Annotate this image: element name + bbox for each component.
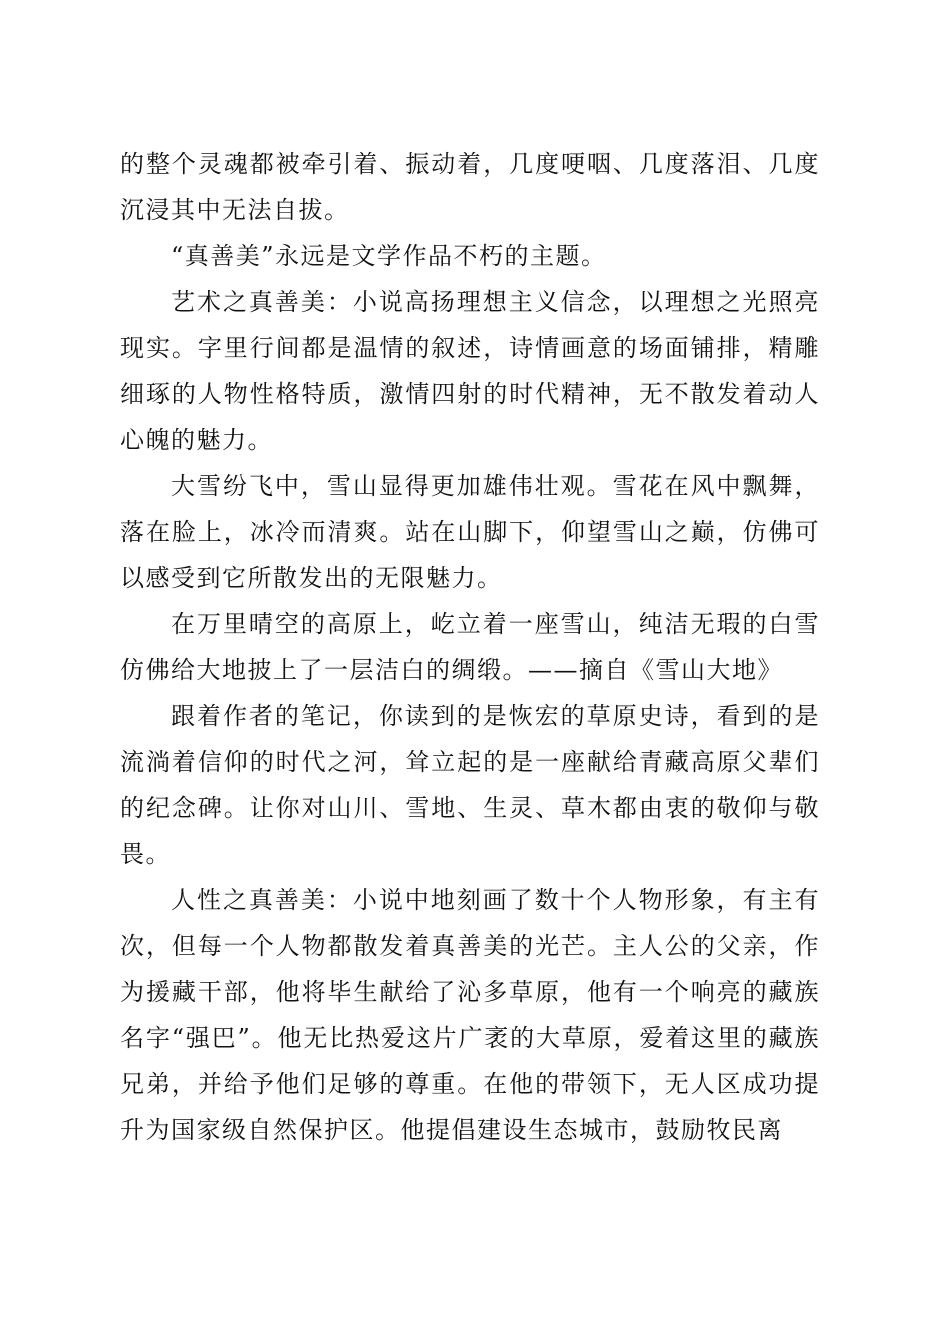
document-body <box>120 141 820 1153</box>
paragraph-7: 人性之真善美：小说中地刻画了数十个人物形象，有主有次，但每一个人物都散发着真善美的光芒。主人公的父亲，作为援藏干部，他将毕生献给了沁多草原，他有一个响亮的藏族名字“强巴”。他无比热爱这片广袤的大草原，爱着这里的藏族兄弟，并给予他们足够的尊重。在他的带领下，无人区成功提升为国家级自然保护区。他提倡建设生态城市，鼓励牧民离 <box>120 886 820 1144</box>
paragraph-3: 艺术之真善美：小说高扬理想主义信念，以理想之光照亮现实。字里行间都是温情的叙述，诗情画意的场面铺排，精雕细琢的人物性格特质，激情四射的时代精神，无不散发着动人心魄的魅力。 <box>120 288 820 454</box>
paragraph-2: “真善美”永远是文学作品不朽的主题。 <box>171 242 607 270</box>
paragraph-1: 的整个灵魂都被牵引着、振动着，几度哽咽、几度落泪、几度沉浸其中无法自拔。 <box>120 150 820 224</box>
paragraph-6: 跟着作者的笔记，你读到的是恢宏的草原史诗，看到的是流淌着信仰的时代之河，耸立起的是一座献给青藏高原父辈们的纪念碑。让你对山川、雪地、生灵、草木都由衷的敬仰与敬畏。 <box>120 702 820 868</box>
paragraph-4: 大雪纷飞中，雪山显得更加雄伟壮观。雪花在风中飘舞，落在脸上，冰冷而清爽。站在山脚下，仰望雪山之巅，仿佛可以感受到它所散发出的无限魅力。 <box>120 472 820 592</box>
paragraph-5: 在万里晴空的高原上，屹立着一座雪山，纯洁无瑕的白雪仿佛给大地披上了一层洁白的绸缎。——摘自《雪山大地》 <box>120 610 820 684</box>
